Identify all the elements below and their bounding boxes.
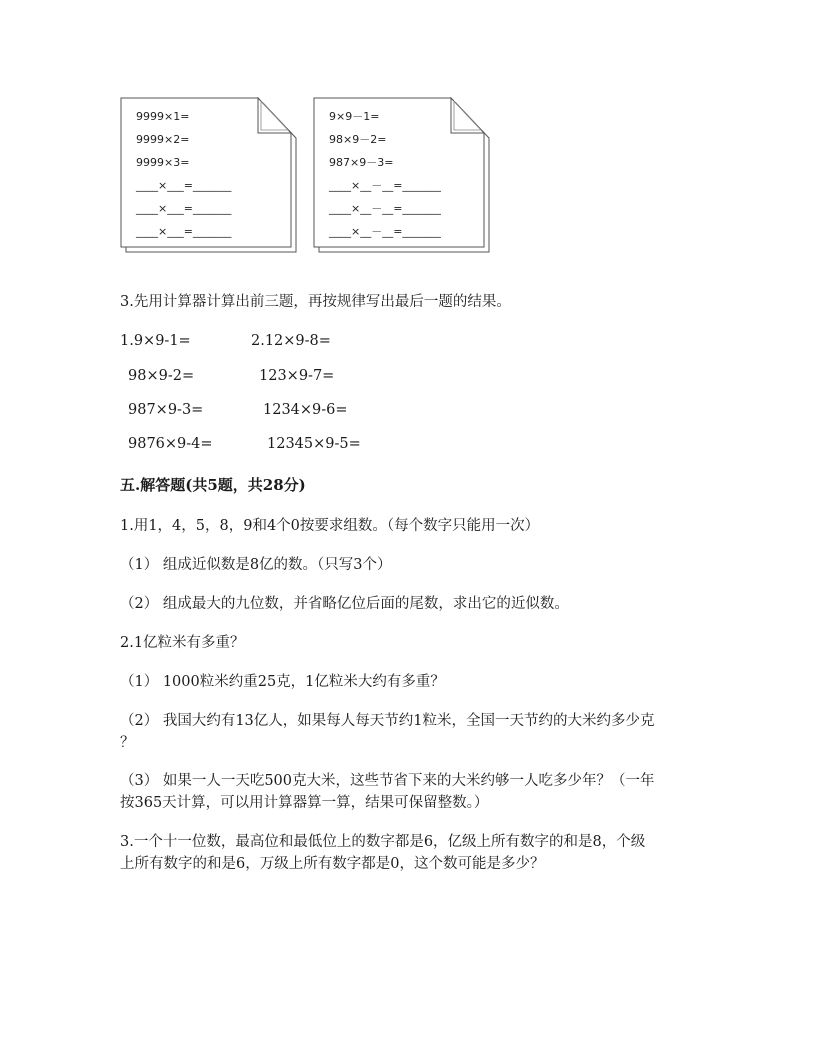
problem-1-sub-1: （1） 组成近似数是8亿的数。（只写3个） (120, 557, 392, 573)
problem-2-sub-1: （1） 1000粒米约重25克，1亿粒米大约有多重？ (120, 674, 445, 690)
problem-1-stem: 1.用1，4，5，8，9和4个0按要求组数。（每个数字只能用一次） (120, 518, 540, 534)
section-heading: 五.解答题(共5题，共28分) (120, 476, 306, 494)
card-line: 9999×1= (136, 110, 190, 123)
card-line: ____×__－__=_______ (329, 179, 441, 192)
problem-3-line-1: 3.一个十一位数，最高位和最低位上的数字都是6，亿级上所有数字的和是8，个级 (120, 834, 646, 850)
card-line: 9×9－1= (329, 110, 380, 123)
problem-2-sub-3-cont: 按365天计算，可以用计算器算一算，结果可保留整数。） (120, 795, 489, 811)
paper-card-1 (120, 97, 298, 251)
card-line: ____×___=_______ (136, 202, 232, 215)
calc-left-2: 98×9-2= (128, 368, 195, 384)
card-line: 9999×2= (136, 133, 190, 146)
calc-right-4: 12345×9-5= (267, 436, 361, 452)
calc-right-2: 123×9-7= (259, 368, 335, 384)
card-line: ____×___=_______ (136, 179, 232, 192)
problem-3-line-2: 上所有数字的和是6，万级上所有数字都是0，这个数可能是多少？ (120, 856, 545, 872)
paper-card-2 (313, 97, 491, 251)
card-line: 987×9－3= (329, 156, 394, 169)
card-line: 98×9－2= (329, 133, 387, 146)
q3-instruction: 3.先用计算器计算出前三题，再按规律写出最后一题的结果。 (120, 294, 511, 310)
problem-2-sub-2: （2） 我国大约有13亿人，如果每人每天节约1粒米，全国一天节约的大米约多少克 (120, 713, 655, 729)
problem-1-sub-2: （2） 组成最大的九位数，并省略亿位后面的尾数，求出它的近似数。 (120, 596, 569, 612)
calc-left-1: 1.9×9-1= (120, 333, 191, 349)
card-line: 9999×3= (136, 156, 190, 169)
card-line: ____×__－__=_______ (329, 202, 441, 215)
calc-left-3: 987×9-3= (128, 402, 204, 418)
problem-2-sub-3: （3） 如果一人一天吃500克大米，这些节省下来的大米约够一人吃多少年？（一年 (120, 773, 655, 789)
problem-2-sub-2-cont: ？ (120, 735, 135, 751)
calc-right-3: 1234×9-6= (263, 402, 348, 418)
problem-2-stem: 2.1亿粒米有多重？ (120, 635, 245, 651)
card-line: ____×__－__=_______ (329, 225, 441, 238)
calc-left-4: 9876×9-4= (128, 436, 213, 452)
calc-right-1: 2.12×9-8= (251, 333, 331, 349)
card-line: ____×___=_______ (136, 225, 232, 238)
